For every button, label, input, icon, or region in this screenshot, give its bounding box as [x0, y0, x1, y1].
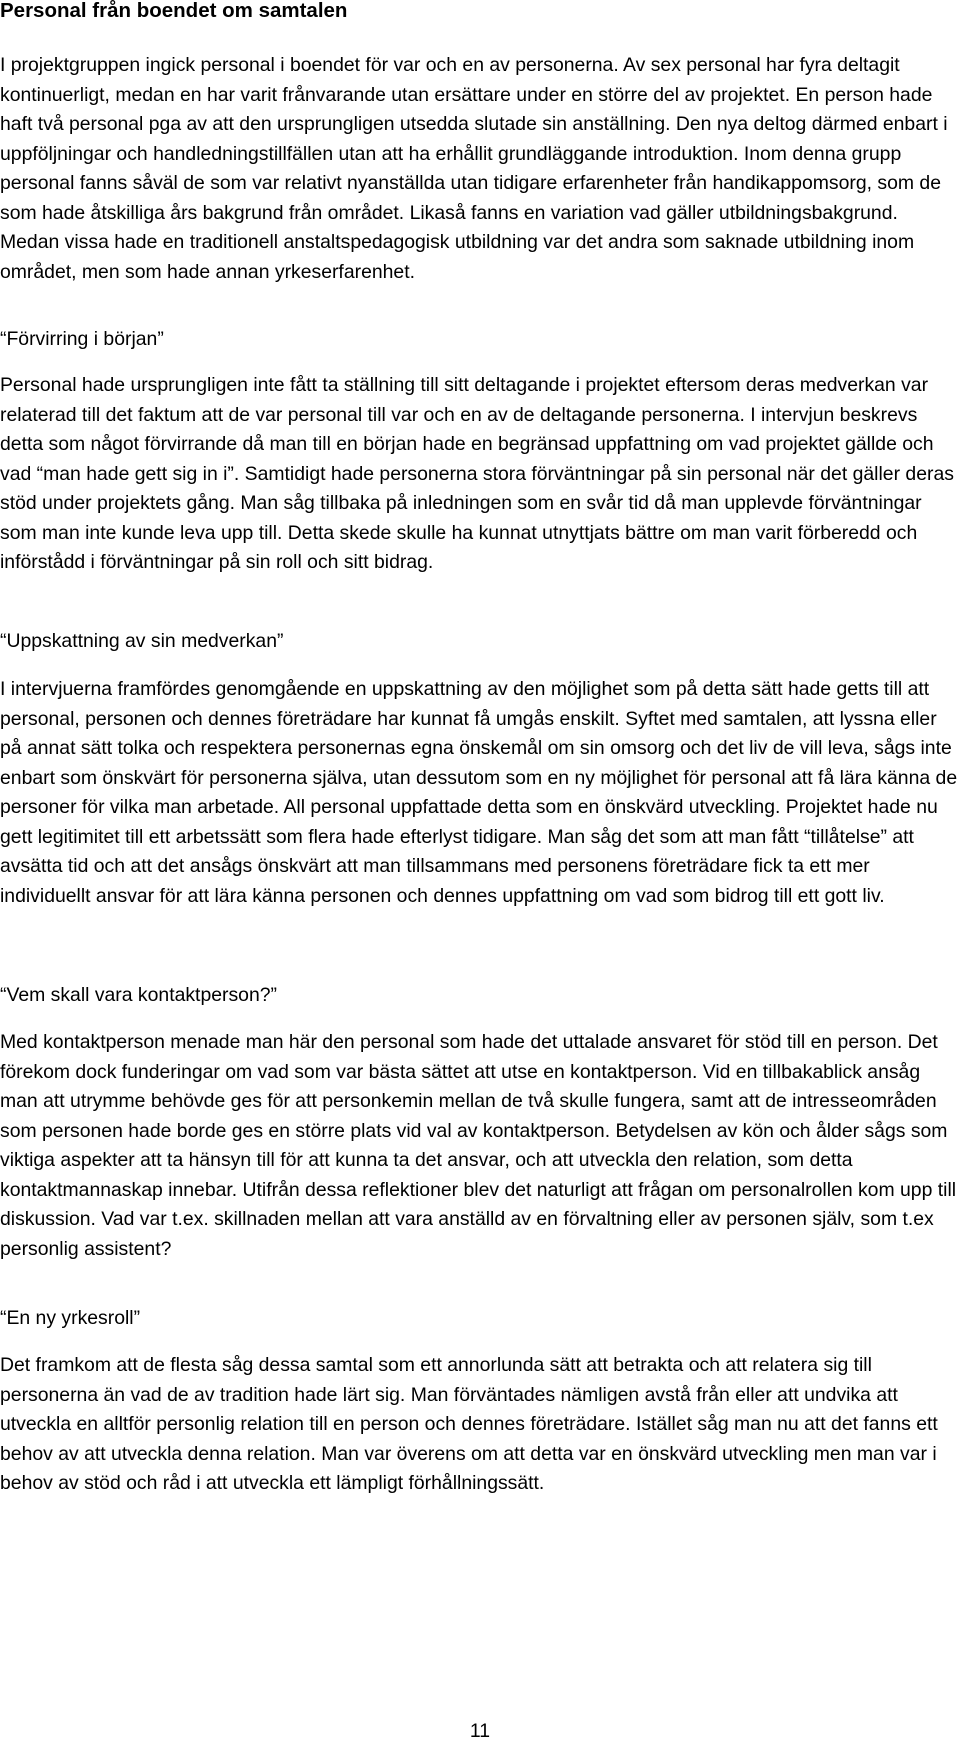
page-number: 11 — [469, 1720, 491, 1742]
section-title-uppskattning: “Uppskattning av sin medverkan” — [0, 630, 284, 652]
section-title-kontaktperson: “Vem skall vara kontaktperson?” — [0, 984, 277, 1006]
section-body-yrkesroll: Det framkom att de flesta såg dessa samtal som ett annorlunda sätt att betrakta och att relatera sig till personerna än vad de av tradition hade lärt sig. Man förväntades nämligen avstå från eller att undvika att utveckla en alltför personlig relation till en person och dennes företrädare. Istället såg man nu att det fanns ett behov av att utveckla denna relation. Man var överens om att detta var en önskvärd utveckling men man var i behov av stöd och råd i att utveckla ett lämpligt förhållningssätt. — [0, 1354, 938, 1494]
section-body-forvirring: Personal hade ursprungligen inte fått ta ställning till sitt deltagande i projektet eftersom deras medverkan var relaterad till det faktum att de var personal till var och en av de deltagande personerna. I intervjun beskrevs detta som något förvirrande då man till en början hade en begränsad uppfattning om vad projektet gällde och vad “man hade gett sig in i”. Samtidigt hade personerna stora förväntningar på sin personal när det gäller deras stöd under projektets gång. Man såg tillbaka på inledningen som en svår tid då man upplevde förväntningar som man inte kunde leva upp till. Detta skede skulle ha kunnat utnyttjats bättre om man varit förberedd och införstådd i förväntningar på sin roll och sitt bidrag. — [0, 374, 954, 573]
section-title-yrkesroll: “En ny yrkesroll” — [0, 1307, 141, 1329]
section-title-forvirring: “Förvirring i början” — [0, 328, 164, 350]
intro-paragraph: I projektgruppen ingick personal i boendet för var och en av personerna. Av sex personal har fyra deltagit kontinuerligt, medan en har varit frånvarande utan ersättare under en större del av projektet. En person hade haft två personal pga av att den ursprungligen utsedda slutade sin anställning. Den nya deltog därmed enbart i uppföljningar och handledningstillfällen utan att ha erhållit grundläggande introduktion. Inom denna grupp personal fanns såväl de som var relativt nyanställda utan tidigare erfarenheter från handikappomsorg, som de som hade åtskilliga års bakgrund från området. Likaså fanns en variation vad gäller utbildningsbakgrund. Medan vissa hade en traditionell anstaltspedagogisk utbildning var det andra som saknade utbildning inom området, men som hade annan yrkeserfarenhet. — [0, 54, 948, 283]
section-body-kontaktperson: Med kontaktperson menade man här den personal som hade det uttalade ansvaret för stöd till en person. Det förekom dock funderingar om vad som var bästa sättet att utse en kontaktperson. Vid en tillbakablick ansåg man att utrymme behövde ges för att personkemin mellan de två skulle fungera, samt att de intresseområden som personen hade borde ges en större plats vid val av kontaktperson. Betydelsen av kön och ålder sågs som viktiga aspekter att ta hänsyn till för att kunna ta det ansvar, och att utveckla den relation, som detta kontaktmannaskap innebar. Utifrån dessa reflektioner blev det naturligt att frågan om personalrollen kom upp till diskussion. Vad var t.ex. skillnaden mellan att vara anställd av en förvaltning eller av personen själv, som t.ex personlig assistent? — [0, 1031, 957, 1260]
section-body-uppskattning: I intervjuerna framfördes genomgående en uppskattning av den möjlighet som på detta sätt hade getts till att personal, personen och dennes företrädare har kunnat få umgås enskilt. Syftet med samtalen, att lyssna eller på annat sätt tolka och respektera personernas egna önskemål om sin omsorg och det liv de vill leva, sågs inte enbart som önskvärt för personerna själva, utan dessutom som en ny möjlighet för personal att få lära känna de personer för vilka man arbetade. All personal uppfattade detta som en önskvärd utveckling. Projektet hade nu gett legitimitet till ett arbetssätt som flera hade efterlyst tidigare. Man såg det som att man fått “tillåtelse” att avsätta tid och att det ansågs önskvärt att man tillsammans med personens företrädare fick ta ett mer individuellt ansvar för att lära känna personen och dennes uppfattning om vad som bidrog till ett gott liv. — [0, 678, 958, 907]
page-heading: Personal från boendet om samtalen — [0, 0, 348, 22]
